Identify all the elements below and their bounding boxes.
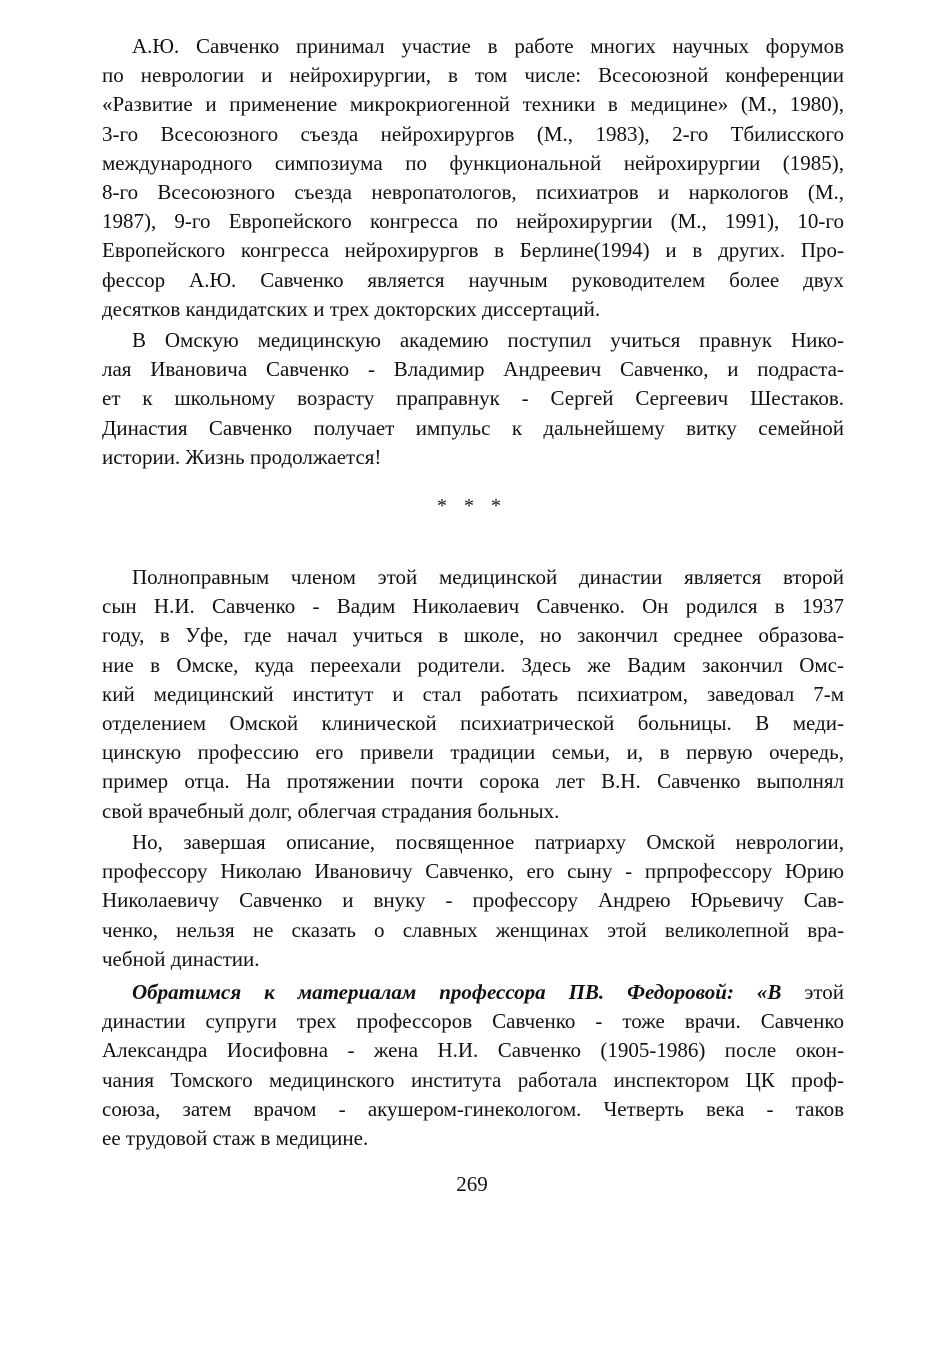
text-line: Но, завершая описание, посвященное патриарху Омской неврологии, [132,830,844,854]
text-line: «Развитие и применение микрокриогенной техники в медицине» (М., 1980), [102,92,844,117]
text-line: цинскую профессию его привели традиции семьи, и, в первую очередь, [102,740,844,765]
text-line: чебной династии. [102,946,260,971]
text-line: Полноправным членом этой медицинской династии является второй [132,565,844,589]
text-line: Европейского конгресса нейрохирургов в Берлине(1994) и в других. Про- [102,238,844,263]
text-line [102,978,844,1007]
text-line: союза, затем врачом - акушером-гинекологом. Четверть века - таков [102,1096,844,1121]
quote-intro-rest: этой [781,980,844,1004]
paragraph-3 [102,563,844,826]
text-line: А.Ю. Савченко принимал участие в работе многих научных форумов [132,34,844,58]
text-line: ет к школьному возрасту праправнук - Сергей Сергеевич Шестаков. [102,386,844,411]
paragraph-1 [102,32,844,324]
paragraph-4 [102,828,844,974]
text-line: Династия Савченко получает импульс к дальнейшему витку семейной [102,415,844,440]
text-line: фессор А.Ю. Савченко является научным руководителем более двух [102,267,844,292]
text-line: отделением Омской клинической психиатрической больницы. В меди- [102,710,844,735]
text-line: ченко, нельзя не сказать о славных женщинах этой великолепной вра- [102,917,844,942]
quote-intro-emphasis: Обратимся к материалам профессора ПВ. Федоровой: «В [132,980,782,1004]
text-line: сын Н.И. Савченко - Вадим Николаевич Савченко. Он родился в 1937 [102,594,844,619]
text-line: свой врачебный долг, облегчая страдания больных. [102,798,560,823]
text-line: Николаевичу Савченко и внуку - профессору Андрею Юрьевичу Сав- [102,888,844,913]
text-line: Александра Иосифовна - жена Н.И. Савченко (1905-1986) после окон- [102,1038,844,1063]
text-line: 8-го Всесоюзного съезда невропатологов, психиатров и наркологов (М., [102,179,844,204]
text-line: 3-го Всесоюзного съезда нейрохирургов (М., 1983), 2-го Тбилисского [102,121,844,146]
text-line: десятков кандидатских и трех докторских диссертаций. [102,296,601,321]
text-line: лая Ивановича Савченко - Владимир Андреевич Савченко, и подраста- [102,357,844,382]
text-line: династии супруги трех профессоров Савченко - тоже врачи. Савченко [102,1009,844,1034]
section-separator: * * * [437,495,507,517]
page-number: 269 [456,1172,488,1196]
text-line: ние в Омске, куда переехали родители. Здесь же Вадим закончил Омс- [102,652,844,677]
text-line: по неврологии и нейрохирургии, в том числе: Всесоюзной конференции [102,63,844,88]
text-line: международного симпозиума по функциональной нейрохирургии (1985), [102,150,844,175]
text-line: ее трудовой стаж в медицине. [102,1125,369,1150]
text-line: 1987), 9-го Европейского конгресса по нейрохирургии (М., 1991), 10-го [102,209,844,234]
text-line: пример отца. На протяжении почти сорока лет В.Н. Савченко выполнял [102,769,844,794]
text-line: году, в Уфе, где начал учиться в школе, но закончил среднее образова- [102,623,844,648]
paragraph-2 [102,326,844,472]
text-line: кий медицинский институт и стал работать психиатром, заведовал 7-м [102,681,844,706]
text-line: В Омскую медицинскую академию поступил учиться правнук Нико- [132,328,844,352]
text-line: истории. Жизнь продолжается! [102,444,382,469]
text-line: чания Томского медицинского института работала инспектором ЦК проф- [102,1067,844,1092]
text-line: профессору Николаю Ивановичу Савченко, его сыну - прпрофессору Юрию [102,859,844,884]
paragraph-5 [102,978,844,1153]
